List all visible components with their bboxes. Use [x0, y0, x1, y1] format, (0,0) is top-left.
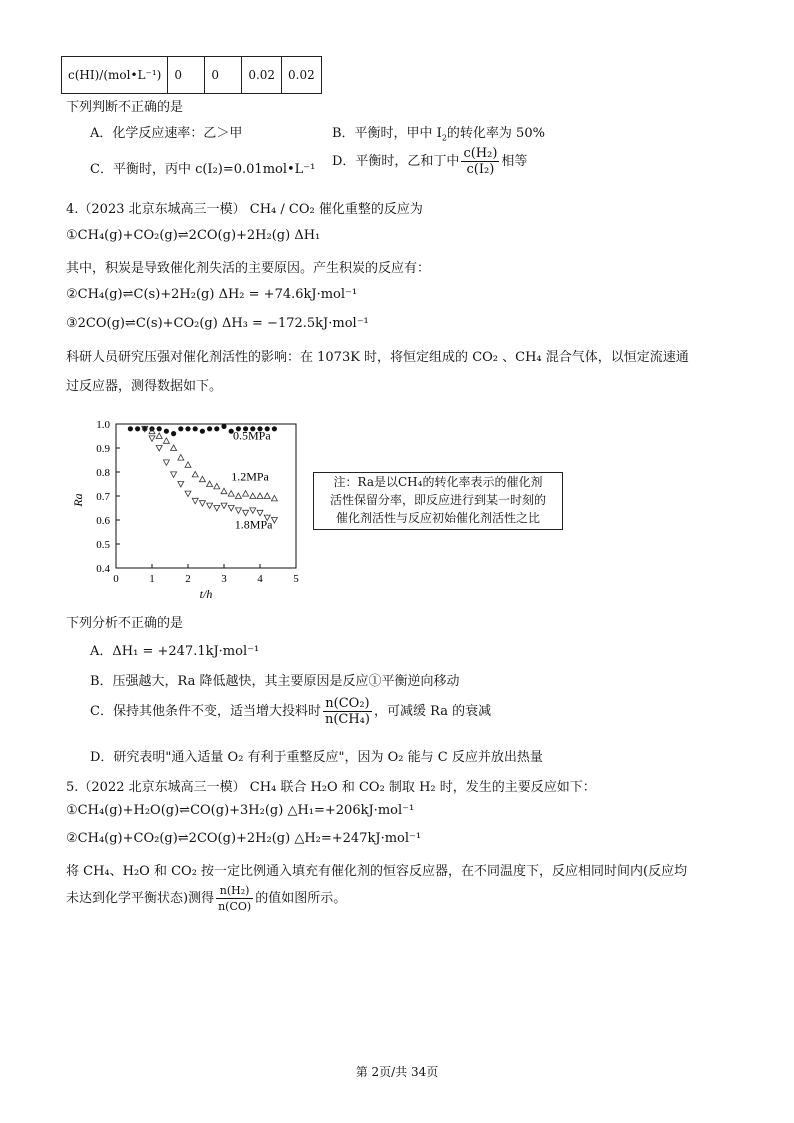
data-point-1.8MPa	[149, 436, 155, 442]
table-cell: 0	[205, 57, 242, 94]
data-point-1.8MPa	[207, 503, 213, 509]
q5-paragraph-line1: 将 CH₄、H₂O 和 CO₂ 按一定比例通入填充有催化剂的恒容反应器，在不同温度下，反应相同时间内(反应均	[66, 864, 688, 879]
y-tick-label: 0.8	[96, 467, 110, 479]
q3-option-d: D．平衡时，乙和丁中 $\frac{\text{c(H₂)}}{\text{c(I₂)}}$ 相等	[332, 146, 528, 177]
data-point-1.2MPa	[199, 476, 205, 482]
data-point-1.2MPa	[185, 462, 191, 468]
data-point-0.5MPa	[185, 426, 190, 431]
data-point-0.5MPa	[200, 429, 205, 434]
data-point-0.5MPa	[207, 426, 212, 431]
series-label: 1.8MPa	[234, 517, 273, 532]
note-line: 催化剂活性与反应初始催化剂活性之比	[335, 511, 540, 525]
data-point-1.2MPa	[235, 493, 241, 499]
data-point-1.2MPa	[221, 488, 227, 494]
q4-option-c: C．保持其他条件不变，适当增大投料时 $\frac{\text{n(CO₂)}}{\text{n(CH₄)}}$ ，可减缓 Ra 的衰减	[90, 696, 492, 727]
q3-stem: 下列判断不正确的是	[66, 100, 184, 115]
data-point-1.8MPa	[199, 501, 205, 507]
y-tick-label: 1.0	[96, 419, 110, 431]
q4-stem: 4.（2023 北京东城高三一模） CH₄ / CO₂ 催化重整的反应为	[66, 202, 423, 217]
x-tick-label: 4	[257, 573, 263, 585]
q4-option-d: D．研究表明"通入适量 O₂ 有利于重整反应"，因为 O₂ 能与 C 反应并放出热量	[90, 750, 543, 765]
note-line: 活性保留分率，即反应进行到某一时刻的	[329, 493, 546, 507]
data-point-1.2MPa	[228, 491, 234, 497]
fraction: $\frac{\text{n(CO₂)}}{\text{n(CH₄)}}$	[324, 696, 370, 727]
q4-option-b: B．压强越大，Ra 降低越快，其主要原因是反应①平衡逆向移动	[90, 674, 460, 689]
y-tick-label: 0.9	[96, 443, 110, 455]
table-cell: 0	[168, 57, 205, 94]
y-axis-label: Ra	[71, 493, 85, 507]
data-point-1.8MPa	[243, 510, 249, 516]
data-point-0.5MPa	[128, 426, 133, 431]
fraction: $\frac{\text{c(H₂)}}{\text{c(I₂)}}$	[463, 146, 498, 177]
data-point-1.8MPa	[178, 482, 184, 488]
data-point-0.5MPa	[157, 426, 162, 431]
q5-paragraph-line2: 未达到化学平衡状态)测得 $\frac{\text{n(H₂)}}{n(CO)}$ 的值如图所示。	[66, 884, 347, 913]
data-point-1.8MPa	[192, 498, 198, 504]
data-point-1.2MPa	[214, 483, 220, 489]
data-point-1.8MPa	[235, 508, 241, 514]
data-point-1.8MPa	[250, 508, 256, 514]
data-point-1.8MPa	[214, 506, 220, 512]
data-point-0.5MPa	[178, 426, 183, 431]
q3-option-a: A．化学反应速率：乙＞甲	[90, 126, 243, 141]
data-point-1.2MPa	[271, 495, 277, 501]
data-point-1.2MPa	[250, 493, 256, 499]
table-cell: 0.02	[282, 57, 322, 94]
table-row	[62, 57, 322, 94]
y-tick-label: 0.6	[96, 515, 110, 527]
data-point-0.5MPa	[193, 426, 198, 431]
data-point-0.5MPa	[135, 426, 140, 431]
data-point-0.5MPa	[171, 431, 176, 436]
x-axis-label: t/h	[199, 587, 213, 601]
data-point-1.2MPa	[207, 481, 213, 487]
data-point-0.5MPa	[221, 424, 226, 429]
series-label: 1.2MPa	[231, 469, 269, 484]
q3-option-c: C．平衡时，丙中 c(I₂)=0.01mol•L⁻¹	[90, 162, 316, 177]
x-tick-label: 5	[293, 573, 299, 585]
table-cell: 0.02	[242, 57, 282, 94]
fraction: $\frac{\text{n(H₂)}}{n(CO)}$	[218, 884, 252, 913]
data-point-1.8MPa	[171, 472, 177, 478]
q4-reaction-3: ③2CO(g)⇌C(s)+CO₂(g) ΔH₃ = −172.5kJ·mol⁻¹	[66, 316, 369, 331]
chart-note-box	[313, 472, 563, 530]
y-tick-label: 0.7	[96, 491, 110, 503]
page-footer: 第 2页/共 34页	[355, 1065, 439, 1079]
data-point-0.5MPa	[214, 426, 219, 431]
data-point-1.2MPa	[257, 493, 263, 499]
hi-concentration-table	[61, 56, 322, 94]
q4-option-a: A．ΔH₁ = +247.1kJ·mol⁻¹	[90, 644, 260, 659]
data-point-1.8MPa	[221, 503, 227, 509]
data-point-0.5MPa	[164, 429, 169, 434]
data-point-0.5MPa	[272, 426, 277, 431]
data-point-1.2MPa	[192, 471, 198, 477]
data-point-1.2MPa	[178, 455, 184, 461]
q4-paragraph-line1: 科研人员研究压强对催化剂活性的影响：在 1073K 时，将恒定组成的 CO₂ 、CH₄ 混合气体，以恒定流速通	[66, 350, 689, 365]
data-point-1.8MPa	[156, 446, 162, 452]
q4-intro: 其中，积炭是导致催化剂失活的主要原因。产生积炭的反应有：	[66, 261, 431, 276]
data-point-1.2MPa	[163, 438, 169, 444]
note-line: 注：Ra是以CH₄的转化率表示的催化剂	[333, 475, 543, 489]
y-tick-label: 0.5	[96, 539, 110, 551]
data-point-1.8MPa	[163, 460, 169, 466]
x-tick-label: 0	[113, 573, 119, 585]
table-cell-label: c(HI)/(mol•L⁻¹)	[62, 57, 168, 94]
q4-reaction-2: ②CH₄(g)⇌C(s)+2H₂(g) ΔH₂ = +74.6kJ·mol⁻¹	[66, 287, 358, 302]
series-label: 0.5MPa	[233, 428, 271, 443]
ra-chart	[60, 412, 310, 602]
q5-stem: 5.（2022 北京东城高三一模） CH₄ 联合 H₂O 和 CO₂ 制取 H₂ 时，发生的主要反应如下：	[66, 780, 596, 795]
data-point-1.8MPa	[185, 491, 191, 497]
data-point-1.2MPa	[243, 491, 249, 497]
data-point-1.2MPa	[156, 433, 162, 439]
q5-reaction-2: ②CH₄(g)+CO₂(g)⇌2CO(g)+2H₂(g) △H₂=+247kJ·mol⁻¹	[66, 831, 422, 846]
x-tick-label: 3	[221, 573, 227, 585]
y-tick-label: 0.4	[96, 563, 110, 575]
q3-option-b: B．平衡时，甲中 $I_2$的转化率为 50%	[332, 126, 545, 143]
q5-reaction-1: ①CH₄(g)+H₂O(g)⇌CO(g)+3H₂(g) △H₁=+206kJ·mol⁻¹	[66, 803, 415, 818]
data-point-1.2MPa	[171, 445, 177, 451]
x-tick-label: 1	[149, 573, 155, 585]
q4-stem-2: 下列分析不正确的是	[66, 616, 184, 631]
q4-reaction-1: ①CH₄(g)+CO₂(g)⇌2CO(g)+2H₂(g) ΔH₁	[66, 228, 321, 243]
x-tick-label: 2	[185, 573, 191, 585]
data-point-1.8MPa	[257, 510, 263, 516]
data-point-1.2MPa	[264, 493, 270, 499]
q4-paragraph-line2: 过反应器，测得数据如下。	[66, 379, 223, 394]
data-point-1.8MPa	[228, 506, 234, 512]
